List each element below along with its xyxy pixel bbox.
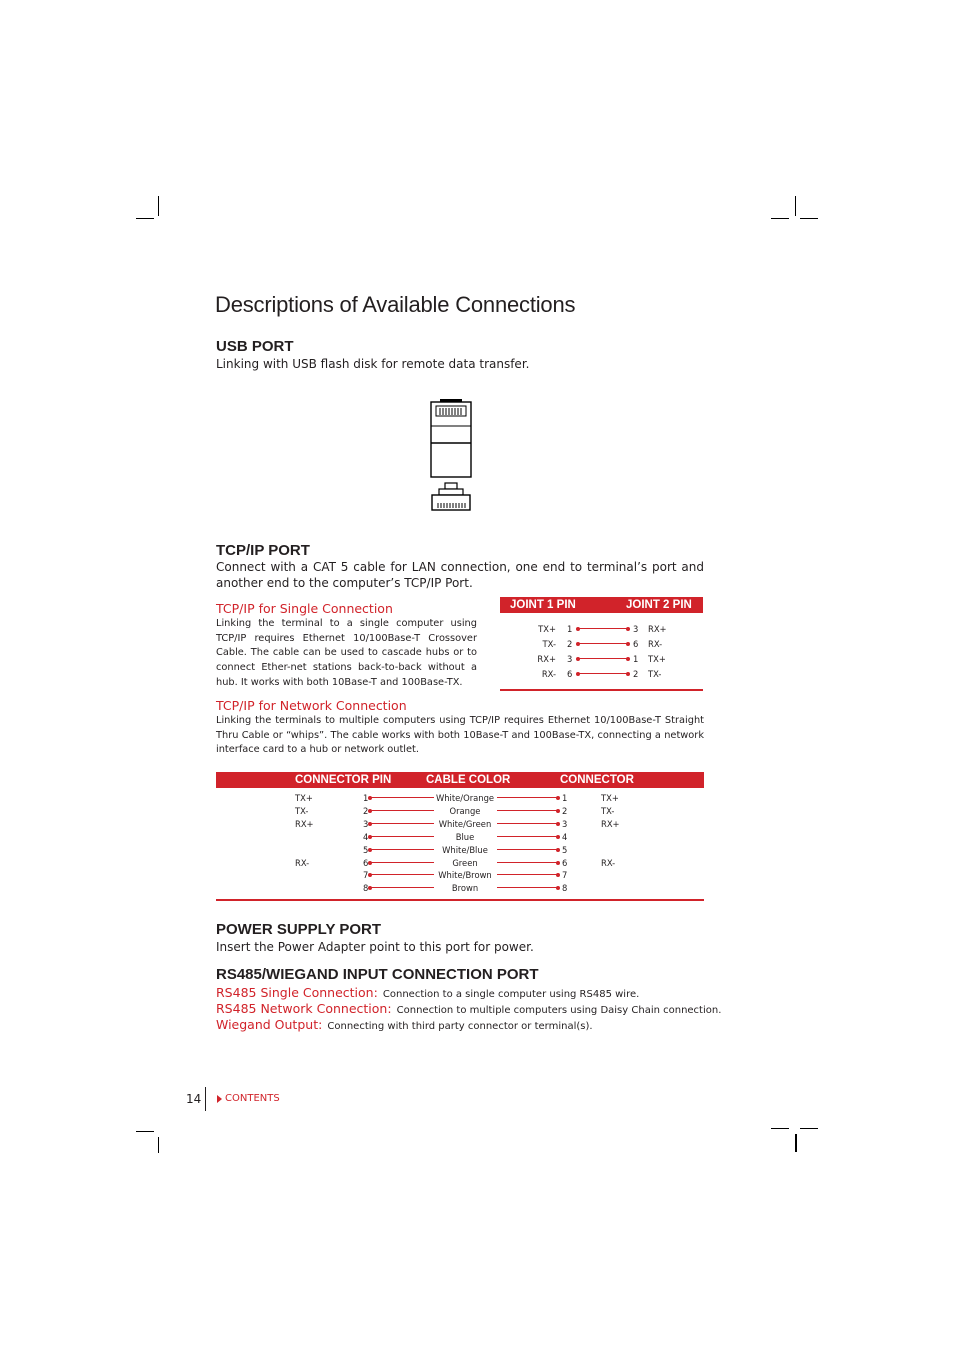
connector-signal: TX- [295,805,309,816]
connector-header: CONNECTOR [560,774,634,786]
wire-end-dot [556,861,560,865]
joint2-signal: TX+ [648,654,666,664]
joint2-pin: 6 [633,639,639,649]
connector-pin: 3 [363,818,369,829]
cable-color: White/Brown [438,870,492,881]
connector-pin: 8 [363,883,369,894]
wire-line [497,810,557,811]
joint1-signal: TX+ [538,624,556,634]
tcp-heading: TCP/IP PORT [216,542,310,559]
connector-pin: 1 [363,793,369,803]
connector-table-header [216,772,704,788]
wire-end-dot [556,796,560,800]
connector2-pin: 5 [562,844,568,855]
joint2-pin: 1 [633,654,639,664]
joint2-signal: RX- [648,639,663,649]
connector-signal: TX+ [295,793,313,803]
wire-end-dot [626,627,630,631]
wire-line [497,874,557,875]
wire-end-dot [626,642,630,646]
joint1-pin: 1 [567,624,573,634]
wire-line [370,887,434,888]
joint2-header: JOINT 2 PIN [626,599,692,611]
joint-table-header [500,597,703,613]
crop-mark [136,218,154,219]
crop-mark [795,196,796,216]
connector-pin: 4 [363,831,369,842]
wire-line [370,810,434,811]
connector-pin: 2 [363,805,369,816]
wire-line [497,862,557,863]
usb-description: Linking with USB flash disk for remote data transfer. [216,357,530,371]
cable-color: Brown [451,883,479,894]
connector2-pin: 3 [562,818,568,829]
joint1-header: JOINT 1 PIN [510,599,576,611]
cable-color: Orange [449,805,481,816]
footer-divider [205,1087,206,1111]
wire-line [370,797,434,798]
triangle-right-icon [217,1095,222,1103]
wire-line [370,849,434,850]
joint2-pin: 2 [633,669,639,679]
crop-mark [158,196,159,216]
contents-link-label[interactable]: CONTENTS [225,1093,280,1104]
connector2-signal: TX+ [601,793,619,803]
rs485-single-label: RS485 Single Connection: [216,985,378,1000]
wiegand-output-label: Wiegand Output: [216,1017,323,1032]
connector2-signal: RX- [601,857,616,868]
wire-end-dot [556,822,560,826]
connector2-pin: 7 [562,870,568,881]
joint1-pin: 3 [567,654,573,664]
crop-mark [136,1131,154,1132]
tcp-network-title: TCP/IP for Network Connection [216,698,407,713]
rs485-item [216,1016,593,1035]
crop-mark [771,218,789,219]
connector2-signal: TX- [601,805,615,816]
cable-color: White/Green [438,818,492,829]
cable-color: White/Blue [442,844,488,855]
joint1-signal: RX- [541,669,556,679]
wire-end-dot [556,848,560,852]
cable-color: White/Orange [435,793,495,803]
cable-color-header: CABLE COLOR [426,774,511,786]
wire-end-dot [626,657,630,661]
joint2-pin: 3 [633,624,639,634]
joint1-signal: RX+ [537,654,556,664]
connector2-pin: 1 [562,793,568,803]
wire-end-dot [556,835,560,839]
power-description: Insert the Power Adapter point to this port for power. [216,940,534,954]
wire-end-dot [556,873,560,877]
wire-end-dot [626,672,630,676]
rj45-socket-icon [430,482,474,518]
wire-line [578,643,628,644]
rs485-network-label: RS485 Network Connection: [216,1001,392,1016]
wire-line [370,862,434,863]
wire-line [370,836,434,837]
joint-table-rule [500,689,703,691]
wiegand-output-text: Connecting with third party connector or terminal(s). [327,1021,593,1032]
joint1-signal: TX- [542,639,556,649]
wire-end-dot [556,809,560,813]
joint1-pin: 2 [567,639,573,649]
power-heading: POWER SUPPLY PORT [216,921,382,938]
crop-mark [158,1137,159,1153]
wire-line [578,658,628,659]
rs485-heading: RS485/WIEGAND INPUT CONNECTION PORT [216,966,539,983]
connector-pin: 6 [363,857,369,868]
wire-line [497,849,557,850]
rj45-plug-icon [430,398,474,484]
rs485-network-text: Connection to multiple computers using Daisy Chain connection. [396,1005,722,1016]
crop-mark [800,1128,818,1129]
joint2-signal: RX+ [648,624,667,634]
connector2-signal: RX+ [601,818,620,829]
wire-line [497,823,557,824]
joint2-signal: TX- [648,669,662,679]
tcp-single-title: TCP/IP for Single Connection [216,601,393,616]
connector-signal: RX+ [295,818,314,829]
wire-end-dot [556,886,560,890]
page-number: 14 [186,1092,202,1106]
connector2-pin: 2 [562,805,568,816]
connector2-pin: 4 [562,831,568,842]
connector-signal: RX- [295,857,310,868]
wire-line [370,823,434,824]
crop-mark [771,1128,789,1129]
cable-color: Green [452,857,478,868]
wire-line [578,628,628,629]
tcp-single-text: Linking the terminal to a single computer using TCP/IP requires Ethernet 10/100Base-T Crossover Cable. The cable can be used to cascade hubs or to connect Ether-net stations back-to-back without a hub. It works with both 10Base-T and 100Base-TX. [216,618,477,688]
crop-mark [800,218,818,219]
contents-link[interactable] [217,1093,280,1104]
joint1-pin: 6 [567,669,573,679]
connector-table-rule [216,899,704,901]
page-title: Descriptions of Available Connections [215,292,576,317]
connector2-pin: 8 [562,883,568,894]
wire-line [497,887,557,888]
connector2-pin: 6 [562,857,568,868]
wire-line [497,836,557,837]
connector-pin-header: CONNECTOR PIN [295,774,392,786]
connector-pin: 5 [363,844,369,855]
wire-line [578,673,628,674]
rs485-single-text: Connection to a single computer using RS485 wire. [382,989,640,1000]
crop-mark [795,1134,797,1152]
wire-line [370,874,434,875]
connector-pin: 7 [363,870,369,881]
tcp-network-text: Linking the terminals to multiple computers using TCP/IP requires Ethernet 10/100Base-T Straight Thru Cable or “whips”. The cable works with both 10Base-T and 100Base-TX, connecting a network interface card to a hub or network outlet. [216,715,704,756]
tcp-description: Connect with a CAT 5 cable for LAN connection, one end to terminal’s port and another end to the computer’s TCP/IP Port. [216,560,704,590]
usb-heading: USB PORT [216,338,294,355]
wire-line [497,797,557,798]
cable-color: Blue [455,831,475,842]
